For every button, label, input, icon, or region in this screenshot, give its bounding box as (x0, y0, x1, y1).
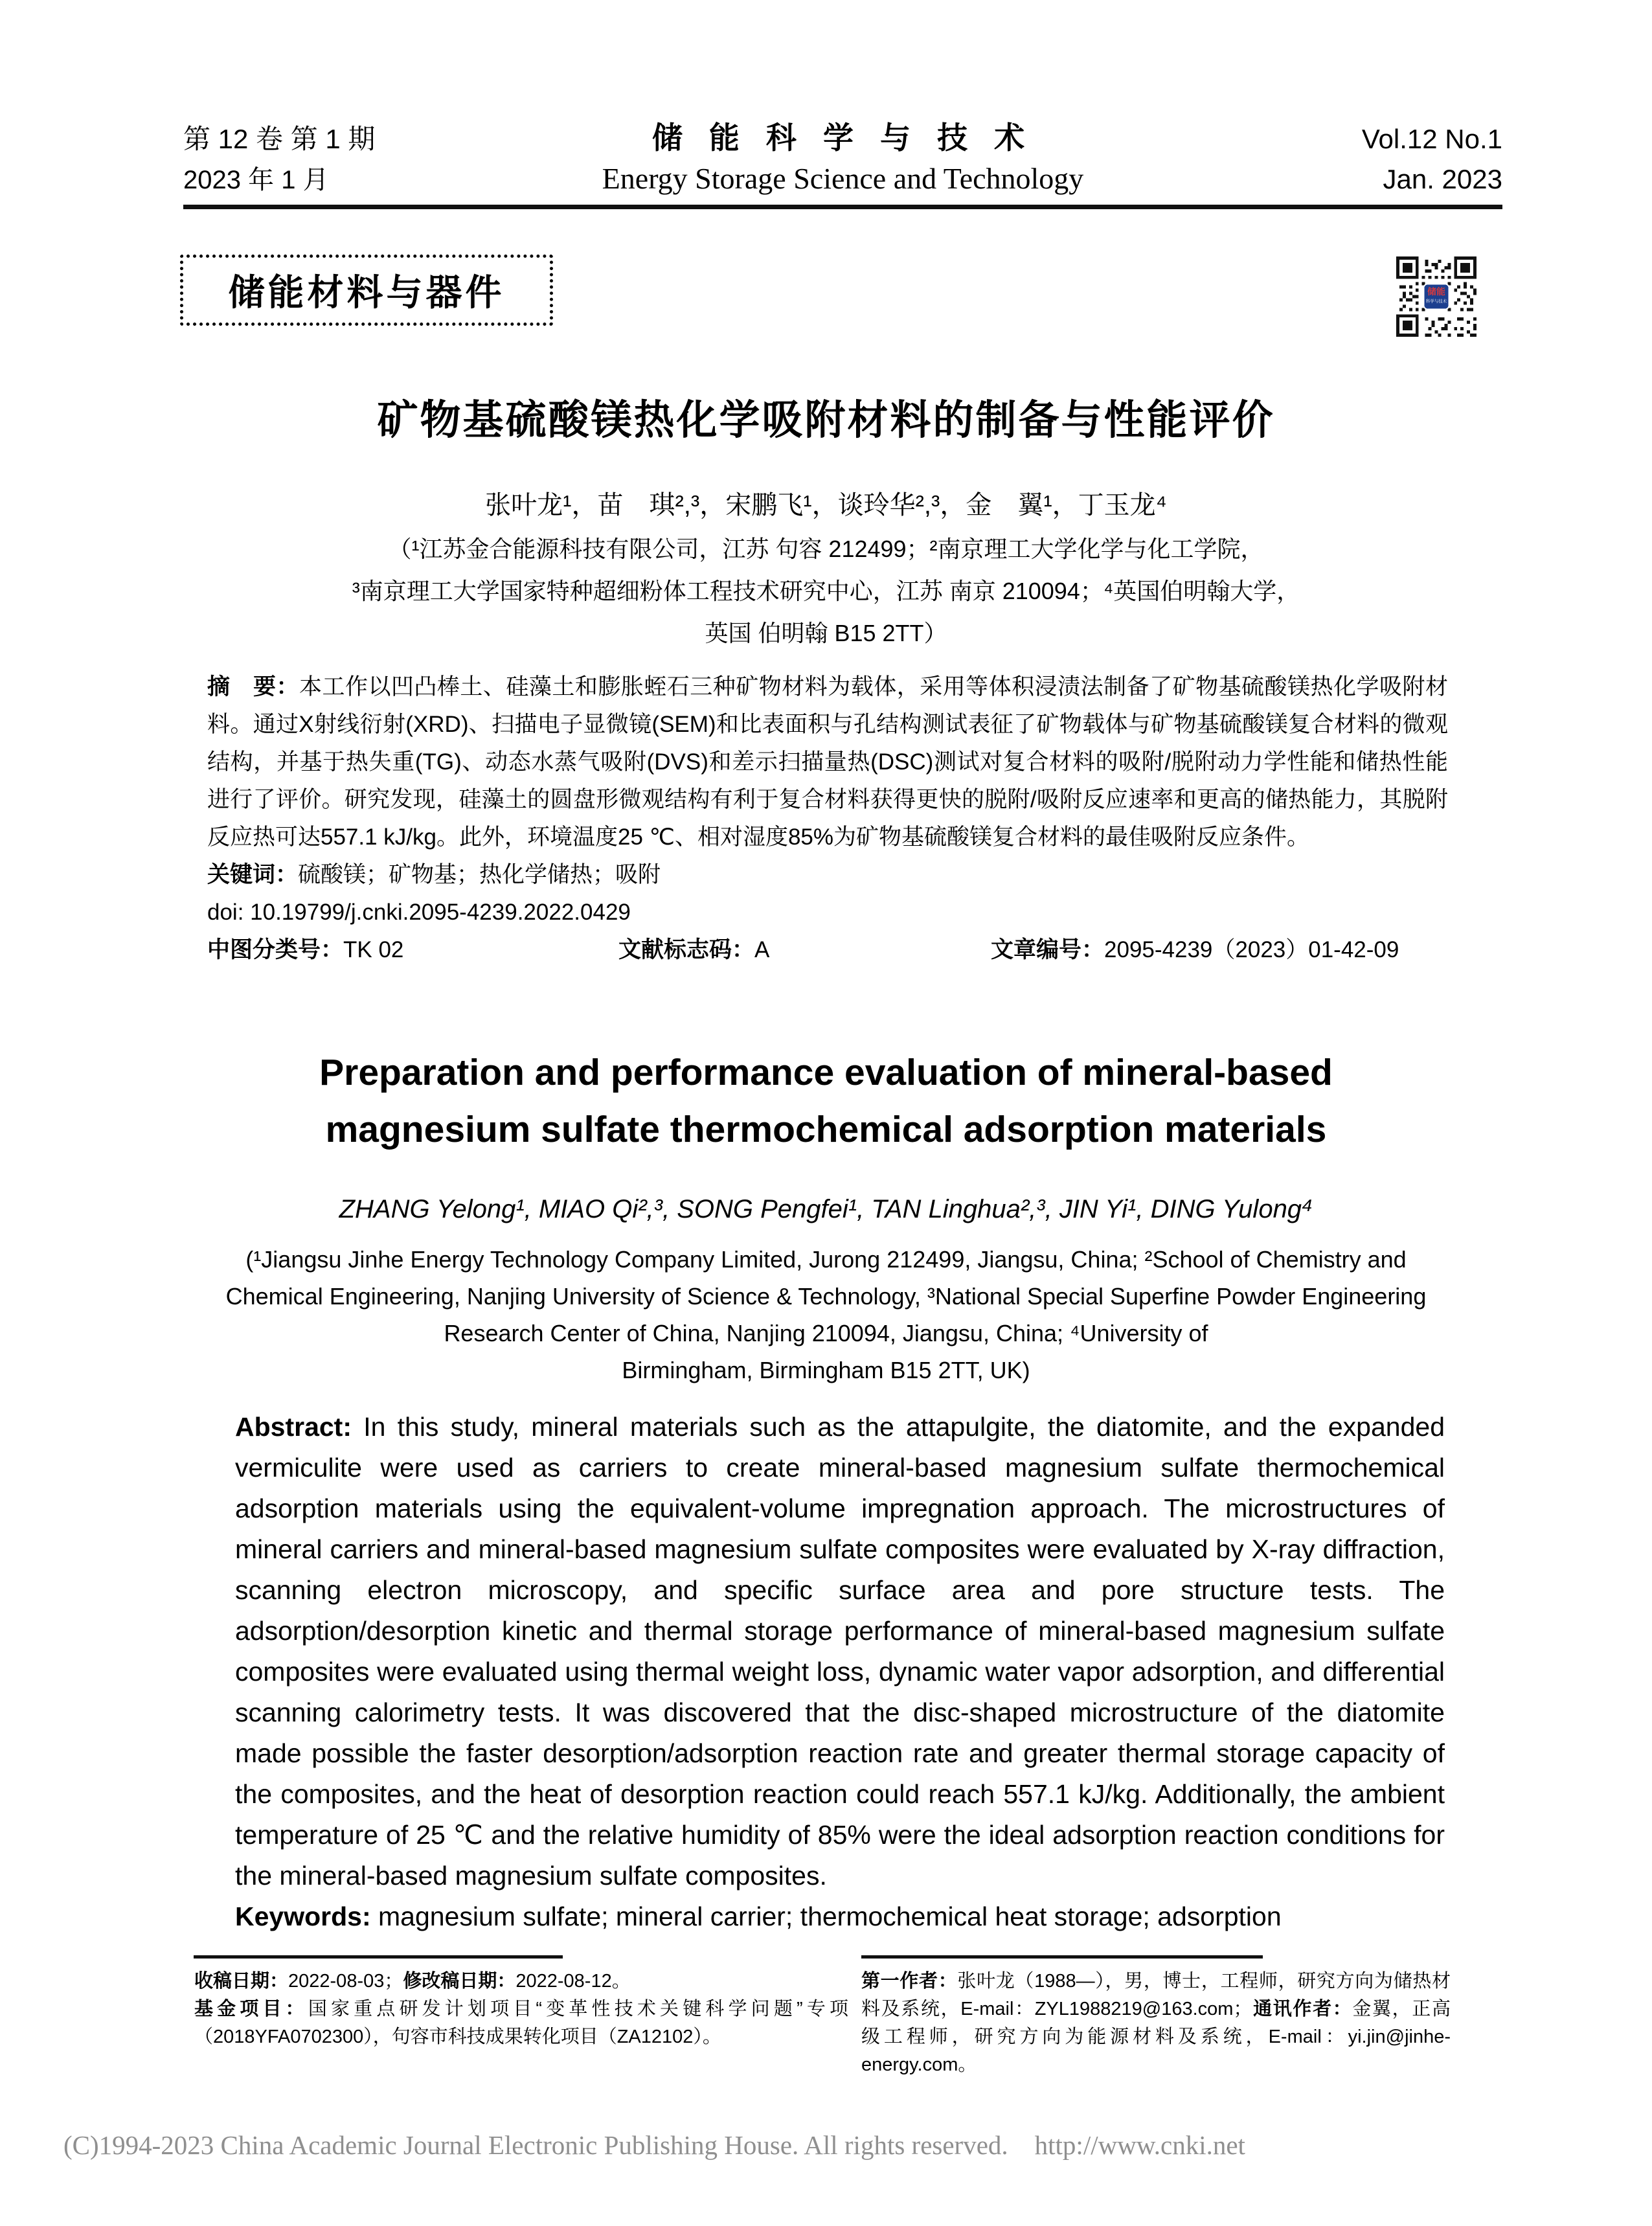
journal-header-row2 (183, 159, 1502, 196)
affiliation-cn-line: （¹江苏金合能源科技有限公司，江苏 句容 212499；²南京理工大学化学与化工学院， (388, 536, 1264, 562)
qr-code (1396, 256, 1477, 337)
footnote-rule-right (861, 1955, 1263, 1959)
abstract-cn-label: 摘 要： (207, 674, 299, 699)
issue-date-cn: 2023 年 1 月 (183, 166, 329, 194)
copyright-line: (C)1994-2023 China Academic Journal Electronic Publishing House. All rights reserved. http://www.cnki.net (63, 2130, 1245, 2160)
article-title-en-line2: magnesium sulfate thermochemical adsorption materials (325, 1109, 1327, 1150)
abstract-cn (207, 668, 1448, 856)
keywords-en-label: Keywords: (235, 1902, 371, 1931)
column-badge-label: 储能材料与器件 (228, 272, 505, 313)
header-rule (183, 205, 1502, 209)
affiliation-cn-line: 英国 伯明翰 B15 2TT） (705, 620, 947, 646)
abstract-block-cn (207, 668, 1448, 969)
abstract-block-en (235, 1407, 1445, 1937)
fund-text: 国家重点研发计划项目“变革性技术关键科学问题”专项（2018YFA0702300），句容市科技成果转化项目（ZA12102）。 (194, 1999, 848, 2047)
journal-header-row1 (183, 114, 1502, 157)
fund-label: 基金项目： (194, 1999, 308, 2019)
keywords-cn (207, 856, 1448, 894)
received-date: 2022-08-03； (288, 1971, 403, 1992)
keywords-en (235, 1896, 1445, 1937)
qr-logo-line1: 储能 (1427, 286, 1445, 297)
qr-logo-line2: 科学与技术 (1425, 299, 1447, 304)
affiliations-en (0, 1241, 1652, 1389)
abstract-en (235, 1407, 1445, 1896)
first-author-text: 张叶龙（1988—），男，博士，工程师，研究方向为储热材料及系统，E-mail：ZYL1988219@163.com； (861, 1971, 1451, 2019)
corresponding-author-text: 金翼，正高级工程师，研究方向为能源材料及系统，E-mail：yi.jin@jinhe-energy.com。 (861, 1999, 1451, 2075)
received-date-label: 收稿日期： (194, 1971, 289, 1992)
authors-cn: 张叶龙¹，苗 琪²,³，宋鹏飞¹，谈玲华²,³，金 翼¹，丁玉龙⁴ (485, 491, 1167, 519)
qr-code-image (1396, 256, 1477, 337)
journal-title-cn: 储 能 科 学 与 技 术 (651, 120, 1034, 155)
issue-date-en: Jan. 2023 (1383, 164, 1502, 194)
clc-number: 中图分类号：TK 02 (207, 937, 404, 962)
affiliation-cn-line: ³南京理工大学国家特种超细粉体工程技术研究中心，江苏 南京 210094；⁴英国伯明翰大学， (352, 578, 1300, 604)
document-code: 文献标志码：A (618, 937, 770, 962)
affiliations-cn (0, 528, 1652, 654)
article-title-en-line1: Preparation and performance evaluation of mineral-based (319, 1052, 1333, 1093)
article-title-en (0, 1044, 1652, 1158)
affiliation-en-line: Research Center of China, Nanjing 210094, Jiangsu, China; ⁴University of (444, 1320, 1208, 1346)
revised-date-label: 修改稿日期： (403, 1971, 516, 1992)
volume-issue-cn: 第 12 卷 第 1 期 (183, 124, 376, 154)
doi-line: doi: 10.19799/j.cnki.2095-4239.2022.0429 (207, 900, 631, 925)
revised-date: 2022-08-12。 (515, 1971, 631, 1992)
corresponding-author-label: 通讯作者： (1252, 1999, 1353, 2019)
affiliation-en-line: Birmingham, Birmingham B15 2TT, UK) (622, 1357, 1030, 1383)
footnote-rule-left (194, 1955, 563, 1959)
affiliation-en-line: Chemical Engineering, Nanjing University of Science & Technology, ³National Special Superfine Powder Engineering (225, 1283, 1427, 1310)
abstract-en-label: Abstract: (235, 1412, 352, 1442)
article-id: 文章编号：2095-4239（2023）01-42-09 (991, 937, 1399, 962)
abstract-en-text: In this study, mineral materials such as the attapulgite, the diatomite, and the expanded vermiculite were used as carriers to create mineral-based magnesium sulfate thermochemical adsorption materials using the equivalent-volume impregnation approach. The microstructures of mineral carriers and mineral-based magnesium sulfate composites were evaluated by X-ray diffraction, scanning electron microscopy, and specific surface area and pore structure tests. The adsorption/desorption kinetic and thermal storage performance of mineral-based magnesium sulfate composites were evaluated using thermal weight loss, dynamic water vapor adsorption, and differential scanning calorimetry tests. It was discovered that the disc-shaped microstructure of the diatomite made possible the faster desorption/adsorption reaction rate and greater thermal storage capacity of the composites, and the heat of desorption reaction could reach 557.1 kJ/kg. Additionally, the ambient temperature of 25 ℃ and the relative humidity of 85% were the ideal adsorption reaction conditions for the mineral-based magnesium sulfate composites. (235, 1412, 1445, 1891)
keywords-en-text: magnesium sulfate; mineral carrier; thermochemical heat storage; adsorption (370, 1902, 1282, 1931)
classification-row (207, 931, 1448, 969)
journal-title-en: Energy Storage Science and Technology (602, 162, 1084, 195)
keywords-cn-label: 关键词： (207, 862, 299, 887)
volume-issue-en: Vol.12 No.1 (1361, 124, 1502, 154)
footnote-right (861, 1968, 1451, 2079)
abstract-cn-text: 本工作以凹凸棒土、硅藻土和膨胀蛭石三种矿物材料为载体，采用等体积浸渍法制备了矿物基硫酸镁热化学吸附材料。通过X射线衍射(XRD)、扫描电子显微镜(SEM)和比表面积与孔结构测试表征了矿物载体与矿物基硫酸镁复合材料的微观结构，并基于热失重(TG)、动态水蒸气吸附(DVS)和差示扫描量热(DSC)测试对复合材料的吸附/脱附动力学性能和储热性能进行了评价。研究发现，硅藻土的圆盘形微观结构有利于复合材料获得更快的脱附/吸附反应速率和更高的储热能力，其脱附反应热可达557.1 kJ/kg。此外，环境温度25 ℃、相对湿度85%为矿物基硫酸镁复合材料的最佳吸附反应条件。 (207, 674, 1448, 850)
article-title-cn: 矿物基硫酸镁热化学吸附材料的制备与性能评价 (377, 398, 1275, 443)
authors-en: ZHANG Yelong¹, MIAO Qi²,³, SONG Pengfei¹, TAN Linghua²,³, JIN Yi¹, DING Yulong⁴ (339, 1195, 1313, 1223)
keywords-cn-text: 硫酸镁；矿物基；热化学储热；吸附 (298, 862, 661, 887)
first-author-label: 第一作者： (861, 1971, 958, 1992)
footnote-left (194, 1968, 848, 2051)
column-badge (180, 255, 553, 326)
affiliation-en-line: (¹Jiangsu Jinhe Energy Technology Company Limited, Jurong 212499, Jiangsu, China; ²School of Chemistry and (245, 1246, 1407, 1273)
